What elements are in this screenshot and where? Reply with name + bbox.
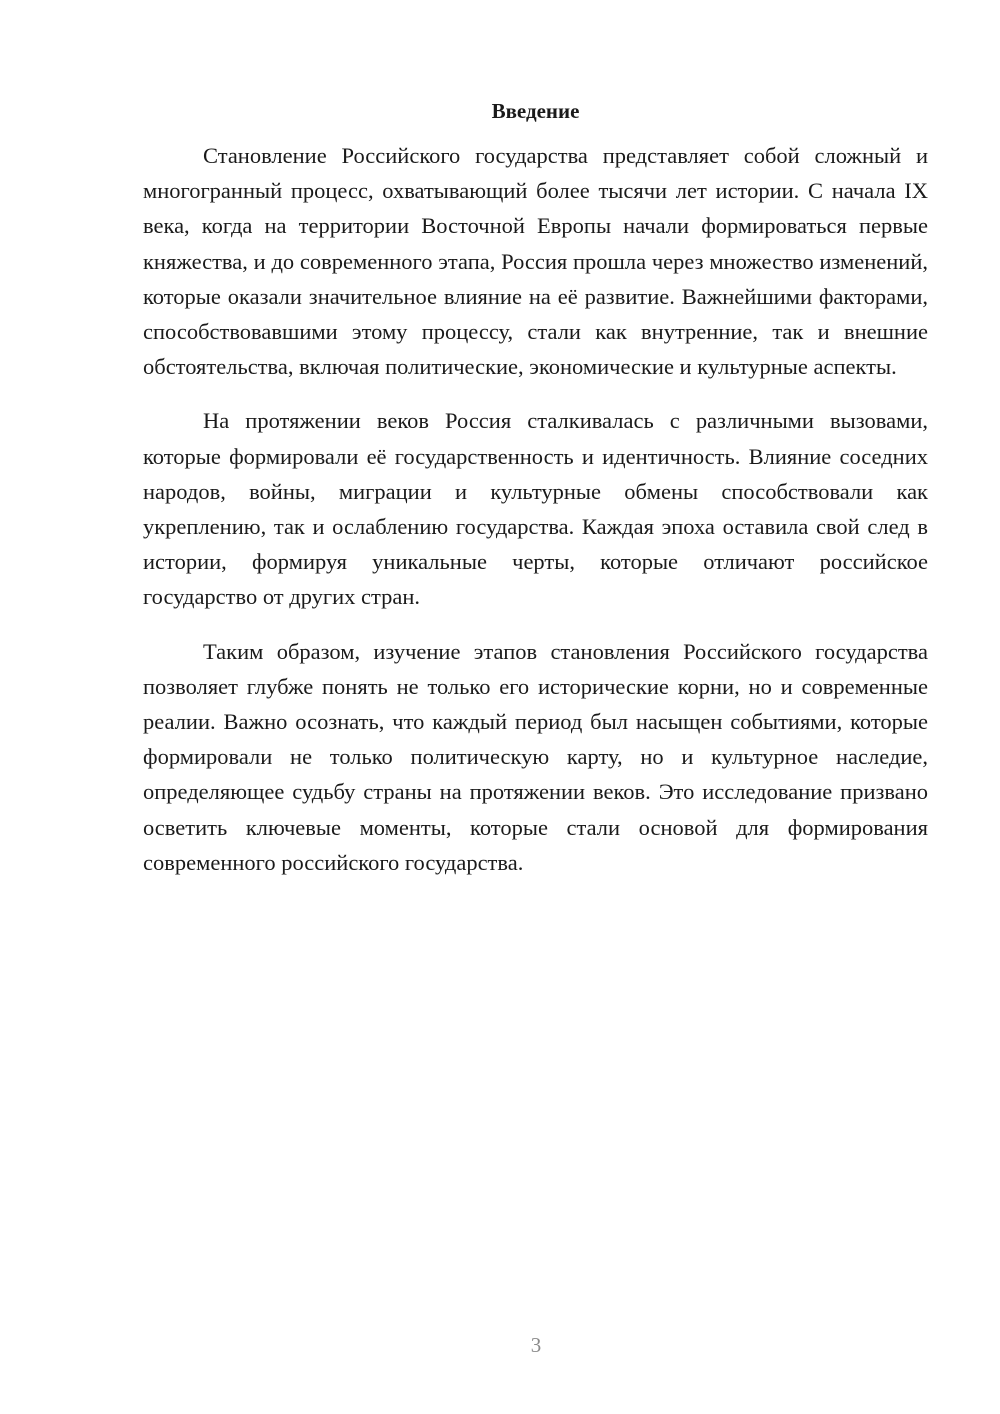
- paragraph-3: Таким образом, изучение этапов становления Российского государства позволяет глубже понять не только его исторические корни, но и современные реалии. Важно осознать, что каждый период был насыщен событиями, которые формировали не только политическую карту, но и культурное наследие, определяющее судьбу страны на протяжении веков. Это исследование призвано осветить ключевые моменты, которые стали основой для формирования современного российского государства.: [143, 638, 928, 875]
- section-heading: Введение: [491, 99, 580, 123]
- page-number: 3: [530, 1333, 542, 1357]
- paragraph-1: Становление Российского государства представляет собой сложный и многогранный процесс, охватывающий более тысячи лет истории. С начала IX века, когда на территории Восточной Европы начали формироваться первые княжества, и до современного этапа, Россия прошла через множество изменений, которые оказали значительное влияние на её развитие. Важнейшими факторами, способствовавшими этому процессу, стали как внутренние, так и внешние обстоятельства, включая политические, экономические и культурные аспекты.: [143, 143, 928, 380]
- paragraph-2: На протяжении веков Россия сталкивалась с различными вызовами, которые формировали её государственность и идентичность. Влияние соседних народов, войны, миграции и культурные обмены способствовали как укреплению, так и ослаблению государства. Каждая эпоха оставила свой след в истории, формируя уникальные черты, которые отличают российское государство от других стран.: [143, 408, 928, 610]
- page-content: [143, 96, 928, 880]
